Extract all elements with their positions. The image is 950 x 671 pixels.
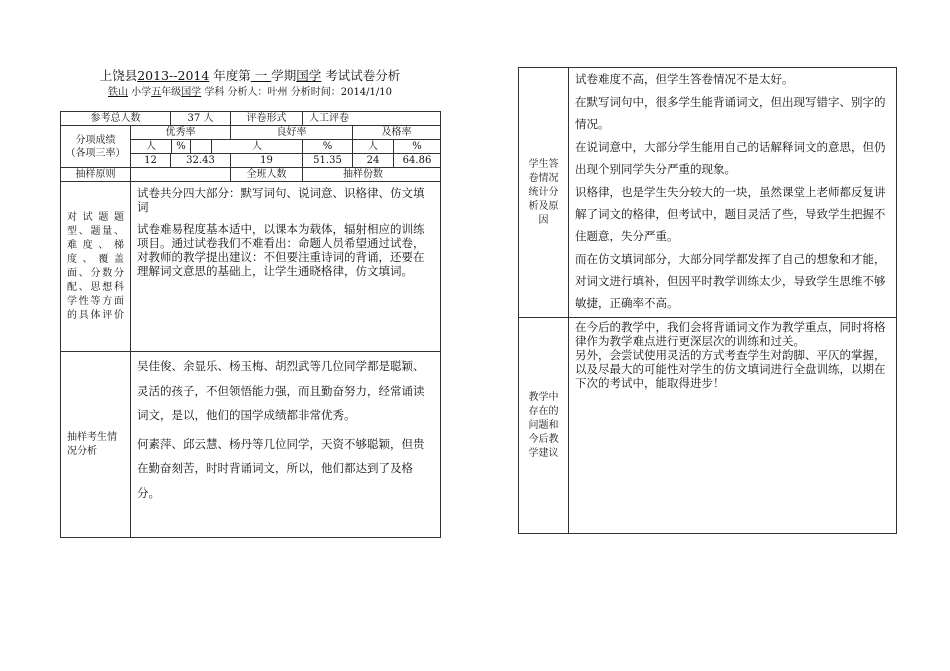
document-title [60, 66, 440, 84]
analysis-info: 学科 分析人：叶州 分析时间：2014/1/10 [201, 87, 392, 98]
pass-subheader [353, 140, 441, 154]
sample-paragraph: 何素萍、邱云慧、杨丹等几位同学，天资不够聪颖，但贵在勤奋刻苦，时时背诵词文，所以，他们都达到了及格分。 [137, 436, 425, 500]
answers-paragraph: 在说词意中，大部分学生能用自己的话解释词文的意思，但仍出现个别同学失分严重的现象。 [575, 140, 886, 176]
participants-label: 参考总人数 [61, 112, 171, 126]
class-total-label: 全班人数 [231, 168, 303, 182]
school-name: 铁山 [108, 87, 128, 98]
subject-name: 国学 [296, 68, 322, 83]
teaching-analysis-table [518, 67, 897, 534]
problems-paragraph: 另外，会尝试使用灵活的方式考查学生对韵脚、平仄的掌握，以及尽最大的可能性对学生的仿文填词进行全盘训练，以期在下次的考试中，能取得进步！ [575, 348, 886, 390]
pass-count: 24 [366, 155, 380, 166]
scores-label-line: 分项成绩 [75, 134, 116, 146]
school-year: 2013--2014 [137, 68, 210, 83]
sample-count-label: 抽样份数 [303, 168, 441, 182]
sample-analysis-content [131, 352, 441, 538]
people-subheader: 人 [368, 141, 378, 152]
problems-label: 教学中存在的问题和今后教学建议 [519, 318, 569, 534]
excellent-count: 12 [131, 154, 171, 168]
sample-paragraph: 吴佳俊、余显乐、杨玉梅、胡烈武等几位同学都是聪颖、灵活的孩子，不但领悟能力强，而且勤奋努力，经常诵读词文，是以，他们的国学成绩都非常优秀。 [137, 359, 425, 422]
class-total-cell [131, 168, 231, 182]
subject-name: 国学 [181, 87, 202, 98]
percent-subheader: % [176, 141, 186, 152]
problems-paragraph: 在今后的教学中，我们会将背诵词文作为教学重点，同时将格律作为教学难点进行更深层次的训练和过关。 [575, 320, 886, 348]
pass-values [353, 154, 441, 168]
grading-form-label: 评卷形式 [231, 112, 303, 126]
document-subtitle [60, 83, 440, 98]
evaluation-content [131, 182, 441, 352]
pass-rate-header: 及格率 [353, 126, 441, 140]
people-subheader: 人 [252, 141, 262, 152]
excellent-percent: 32.43 [171, 154, 231, 168]
percent-subheader: % [393, 140, 440, 153]
participants-value: 37 人 [171, 112, 231, 126]
good-percent-subheader: % [303, 140, 353, 154]
subtitle-text: 小学 [128, 87, 152, 98]
title-text: 学期 [271, 68, 297, 83]
good-count: 19 [231, 154, 303, 168]
good-subheader-a [191, 140, 303, 154]
excellent-rate-header: 优秀率 [131, 126, 231, 140]
good-rate-header: 良好率 [231, 126, 353, 140]
answers-paragraph: 而在仿文填词部分，大部分同学都发挥了自己的想象和才能，对词文进行填补，但因平时教学训练太少，导致学生思维不够敏捷，正确率不高。 [575, 252, 886, 310]
scores-label [61, 126, 131, 168]
evaluation-paragraph: 试卷共分四大部分：默写词句、说词意、识格律、仿文填词 [137, 186, 425, 214]
grade-number: 五 [151, 87, 162, 98]
title-text: 年度第 [209, 68, 251, 83]
answers-paragraph: 识格律，也是学生失分较大的一块，虽然课堂上老师都反复讲解了词文的格律，但考试中，题目灵活了些，导致学生把握不住题意，失分严重。 [575, 185, 886, 243]
grading-form-value: 人工评卷 [303, 112, 441, 126]
exam-analysis-table [60, 111, 441, 538]
problems-content [569, 318, 897, 534]
evaluation-label: 对试题题型、题量、难度、梯度、覆盖面、分数分配、思想科学性等方面的具体评价 [61, 182, 131, 352]
people-subheader: 人 [131, 140, 172, 153]
answers-paragraph: 试卷难度不高，但学生答卷情况不是太好。 [575, 72, 794, 86]
evaluation-paragraph: 试卷难易程度基本适中，以课本为载体，辐射相应的训练项目。通过试卷我们不难看出：命题人员希望通过试卷，对教师的教学提出建议：不但要注重诗词的背诵，还要在理解词文意思的基础上，让学生通晓格律，仿文填词。 [137, 222, 425, 278]
excellent-subheader [131, 140, 191, 154]
sampling-label: 抽样原则 [61, 168, 131, 182]
good-percent: 51.35 [303, 154, 353, 168]
answers-label: 学生答卷情况统计分析及原因 [519, 68, 569, 318]
answers-paragraph: 在默写词句中，很多学生能背诵词文，但出现写错字、别字的情况。 [575, 95, 886, 131]
title-text: 考试试卷分析 [321, 68, 401, 83]
subtitle-text: 年级 [161, 87, 182, 98]
scores-label-line: （各项三率） [65, 147, 126, 159]
term-number: 一 [250, 68, 272, 83]
answers-content [569, 68, 897, 318]
pass-percent: 64.86 [393, 154, 440, 167]
county-name: 上饶县 [99, 68, 138, 83]
sample-analysis-label: 抽样考生情况分析 [61, 352, 131, 538]
